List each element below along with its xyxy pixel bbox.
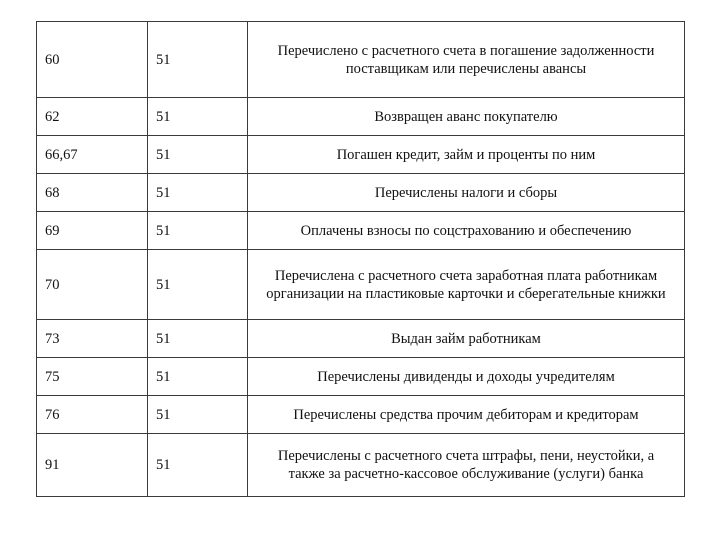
- debit-account-cell: 66,67: [37, 136, 148, 174]
- credit-account-cell: 51: [148, 250, 248, 320]
- credit-account-cell: 51: [148, 136, 248, 174]
- table-row: [37, 22, 685, 98]
- operation-description-cell: Перечислены дивиденды и доходы учредителям: [248, 358, 685, 396]
- debit-account-cell: 73: [37, 320, 148, 358]
- table-row: [37, 98, 685, 136]
- accounting-entries-table: [36, 21, 685, 497]
- operation-description-cell: Перечислено с расчетного счета в погашение задолженности поставщикам или перечислены авансы: [248, 22, 685, 98]
- credit-account-cell: 51: [148, 98, 248, 136]
- credit-account-cell: 51: [148, 212, 248, 250]
- operation-description-cell: Возвращен аванс покупателю: [248, 98, 685, 136]
- credit-account-cell: 51: [148, 396, 248, 434]
- table-row: [37, 212, 685, 250]
- operation-description-cell: Перечислена с расчетного счета заработная плата работникам организации на пластиковые карточки и сберегательные книжки: [248, 250, 685, 320]
- table-row: [37, 358, 685, 396]
- table-row: [37, 396, 685, 434]
- operation-description-cell: Выдан займ работникам: [248, 320, 685, 358]
- credit-account-cell: 51: [148, 174, 248, 212]
- operation-description-cell: Перечислены налоги и сборы: [248, 174, 685, 212]
- credit-account-cell: 51: [148, 358, 248, 396]
- credit-account-cell: 51: [148, 22, 248, 98]
- credit-account-cell: 51: [148, 320, 248, 358]
- debit-account-cell: 91: [37, 434, 148, 497]
- debit-account-cell: 76: [37, 396, 148, 434]
- debit-account-cell: 70: [37, 250, 148, 320]
- table-row: [37, 320, 685, 358]
- table-row: [37, 136, 685, 174]
- table-row: [37, 174, 685, 212]
- debit-account-cell: 69: [37, 212, 148, 250]
- debit-account-cell: 75: [37, 358, 148, 396]
- debit-account-cell: 68: [37, 174, 148, 212]
- table-row: [37, 434, 685, 497]
- operation-description-cell: Погашен кредит, займ и проценты по ним: [248, 136, 685, 174]
- credit-account-cell: 51: [148, 434, 248, 497]
- operation-description-cell: Перечислены с расчетного счета штрафы, пени, неустойки, а также за расчетно-кассовое обслуживание (услуги) банка: [248, 434, 685, 497]
- debit-account-cell: 62: [37, 98, 148, 136]
- operation-description-cell: Оплачены взносы по соцстрахованию и обеспечению: [248, 212, 685, 250]
- debit-account-cell: 60: [37, 22, 148, 98]
- operation-description-cell: Перечислены средства прочим дебиторам и кредиторам: [248, 396, 685, 434]
- table-row: [37, 250, 685, 320]
